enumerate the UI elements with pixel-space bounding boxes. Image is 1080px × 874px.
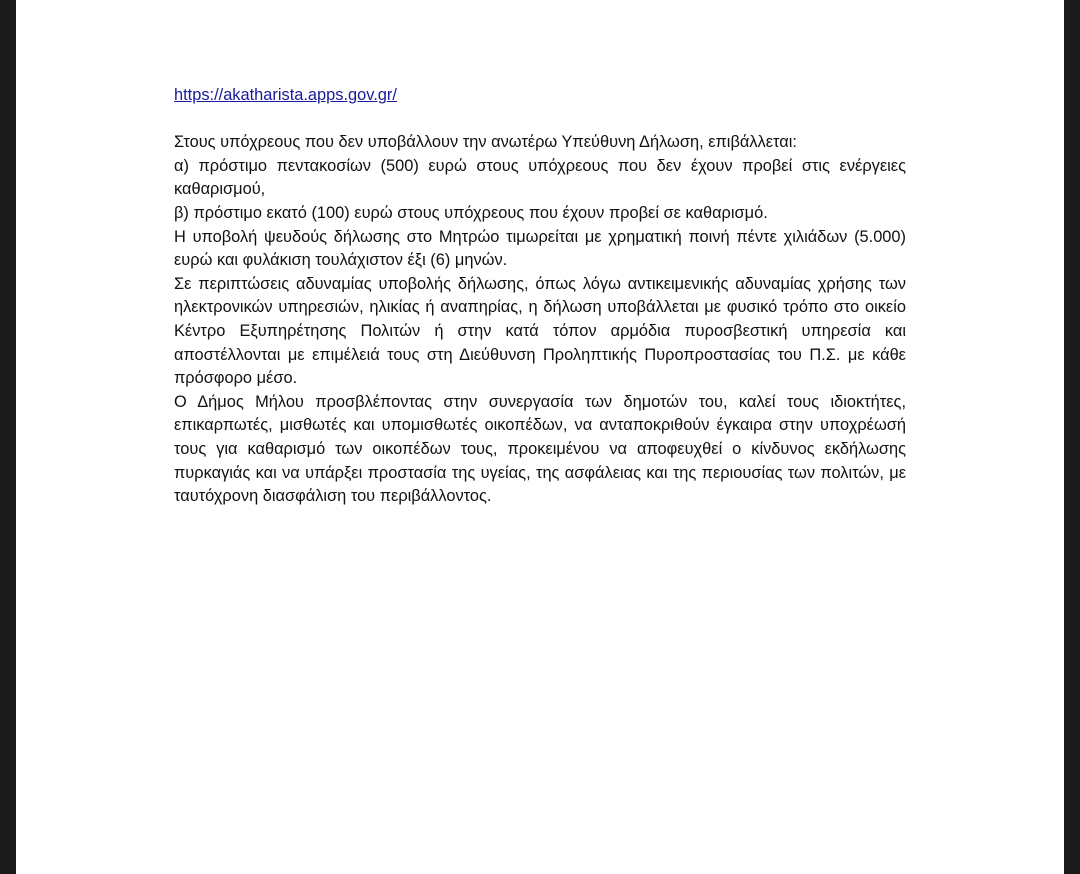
municipality-appeal-paragraph: Ο Δήμος Μήλου προσβλέποντας στην συνεργασία των δημοτών του, καλεί τους ιδιοκτήτες, επικαρπωτές, μισθωτές και υπομισθωτές οικοπέδων, να ανταποκριθούν έγκαιρα στην υποχρέωσή τους για καθαρισμό των οικοπέδων τους, προκειμένου να αποφευχθεί ο κίνδυνος εκδήλωσης πυρκαγιάς και να υπάρξει προστασία της υγείας, της ασφάλειας και της περιουσίας των πολιτών, με ταυτόχρονη διασφάλιση του περιβάλλοντος.	[174, 392, 906, 506]
page-content	[174, 84, 906, 509]
false-declaration-penalty: Η υποβολή ψευδούς δήλωσης στο Μητρώο τιμωρείται με χρηματική ποινή πέντε χιλιάδων (5.000) ευρώ και φυλάκιση τουλάχιστον έξι (6) μηνών.	[174, 227, 906, 270]
penalty-intro: Στους υπόχρεους που δεν υποβάλλουν την ανωτέρω Υπεύθυνη Δήλωση, επιβάλλεται:	[174, 133, 797, 152]
document-page	[16, 0, 1064, 874]
penalty-item-b: β) πρόστιμο εκατό (100) ευρώ στους υπόχρεους που έχουν προβεί σε καθαρισμό.	[174, 203, 768, 222]
penalty-item-a: α) πρόστιμο πεντακοσίων (500) ευρώ στους υπόχρεους που δεν έχουν προβεί στις ενέργειες καθαρισμού,	[174, 156, 906, 199]
akatharista-link[interactable]: https://akatharista.apps.gov.gr/	[174, 86, 397, 104]
physical-submission-paragraph: Σε περιπτώσεις αδυναμίας υποβολής δήλωσης, όπως λόγω αντικειμενικής αδυναμίας χρήσης των ηλεκτρονικών υπηρεσιών, ηλικίας ή αναπηρίας, η δήλωση υποβάλλεται με φυσικό τρόπο στο οικείο Κέντρο Εξυπηρέτησης Πολιτών ή στην κατά τόπον αρμόδια πυροσβεστική υπηρεσία και αποστέλλονται με επιμέλειά τους στη Διεύθυνση Προληπτικής Πυροπροστασίας του Π.Σ. με κάθε πρόσφορο μέσο.	[174, 274, 906, 388]
